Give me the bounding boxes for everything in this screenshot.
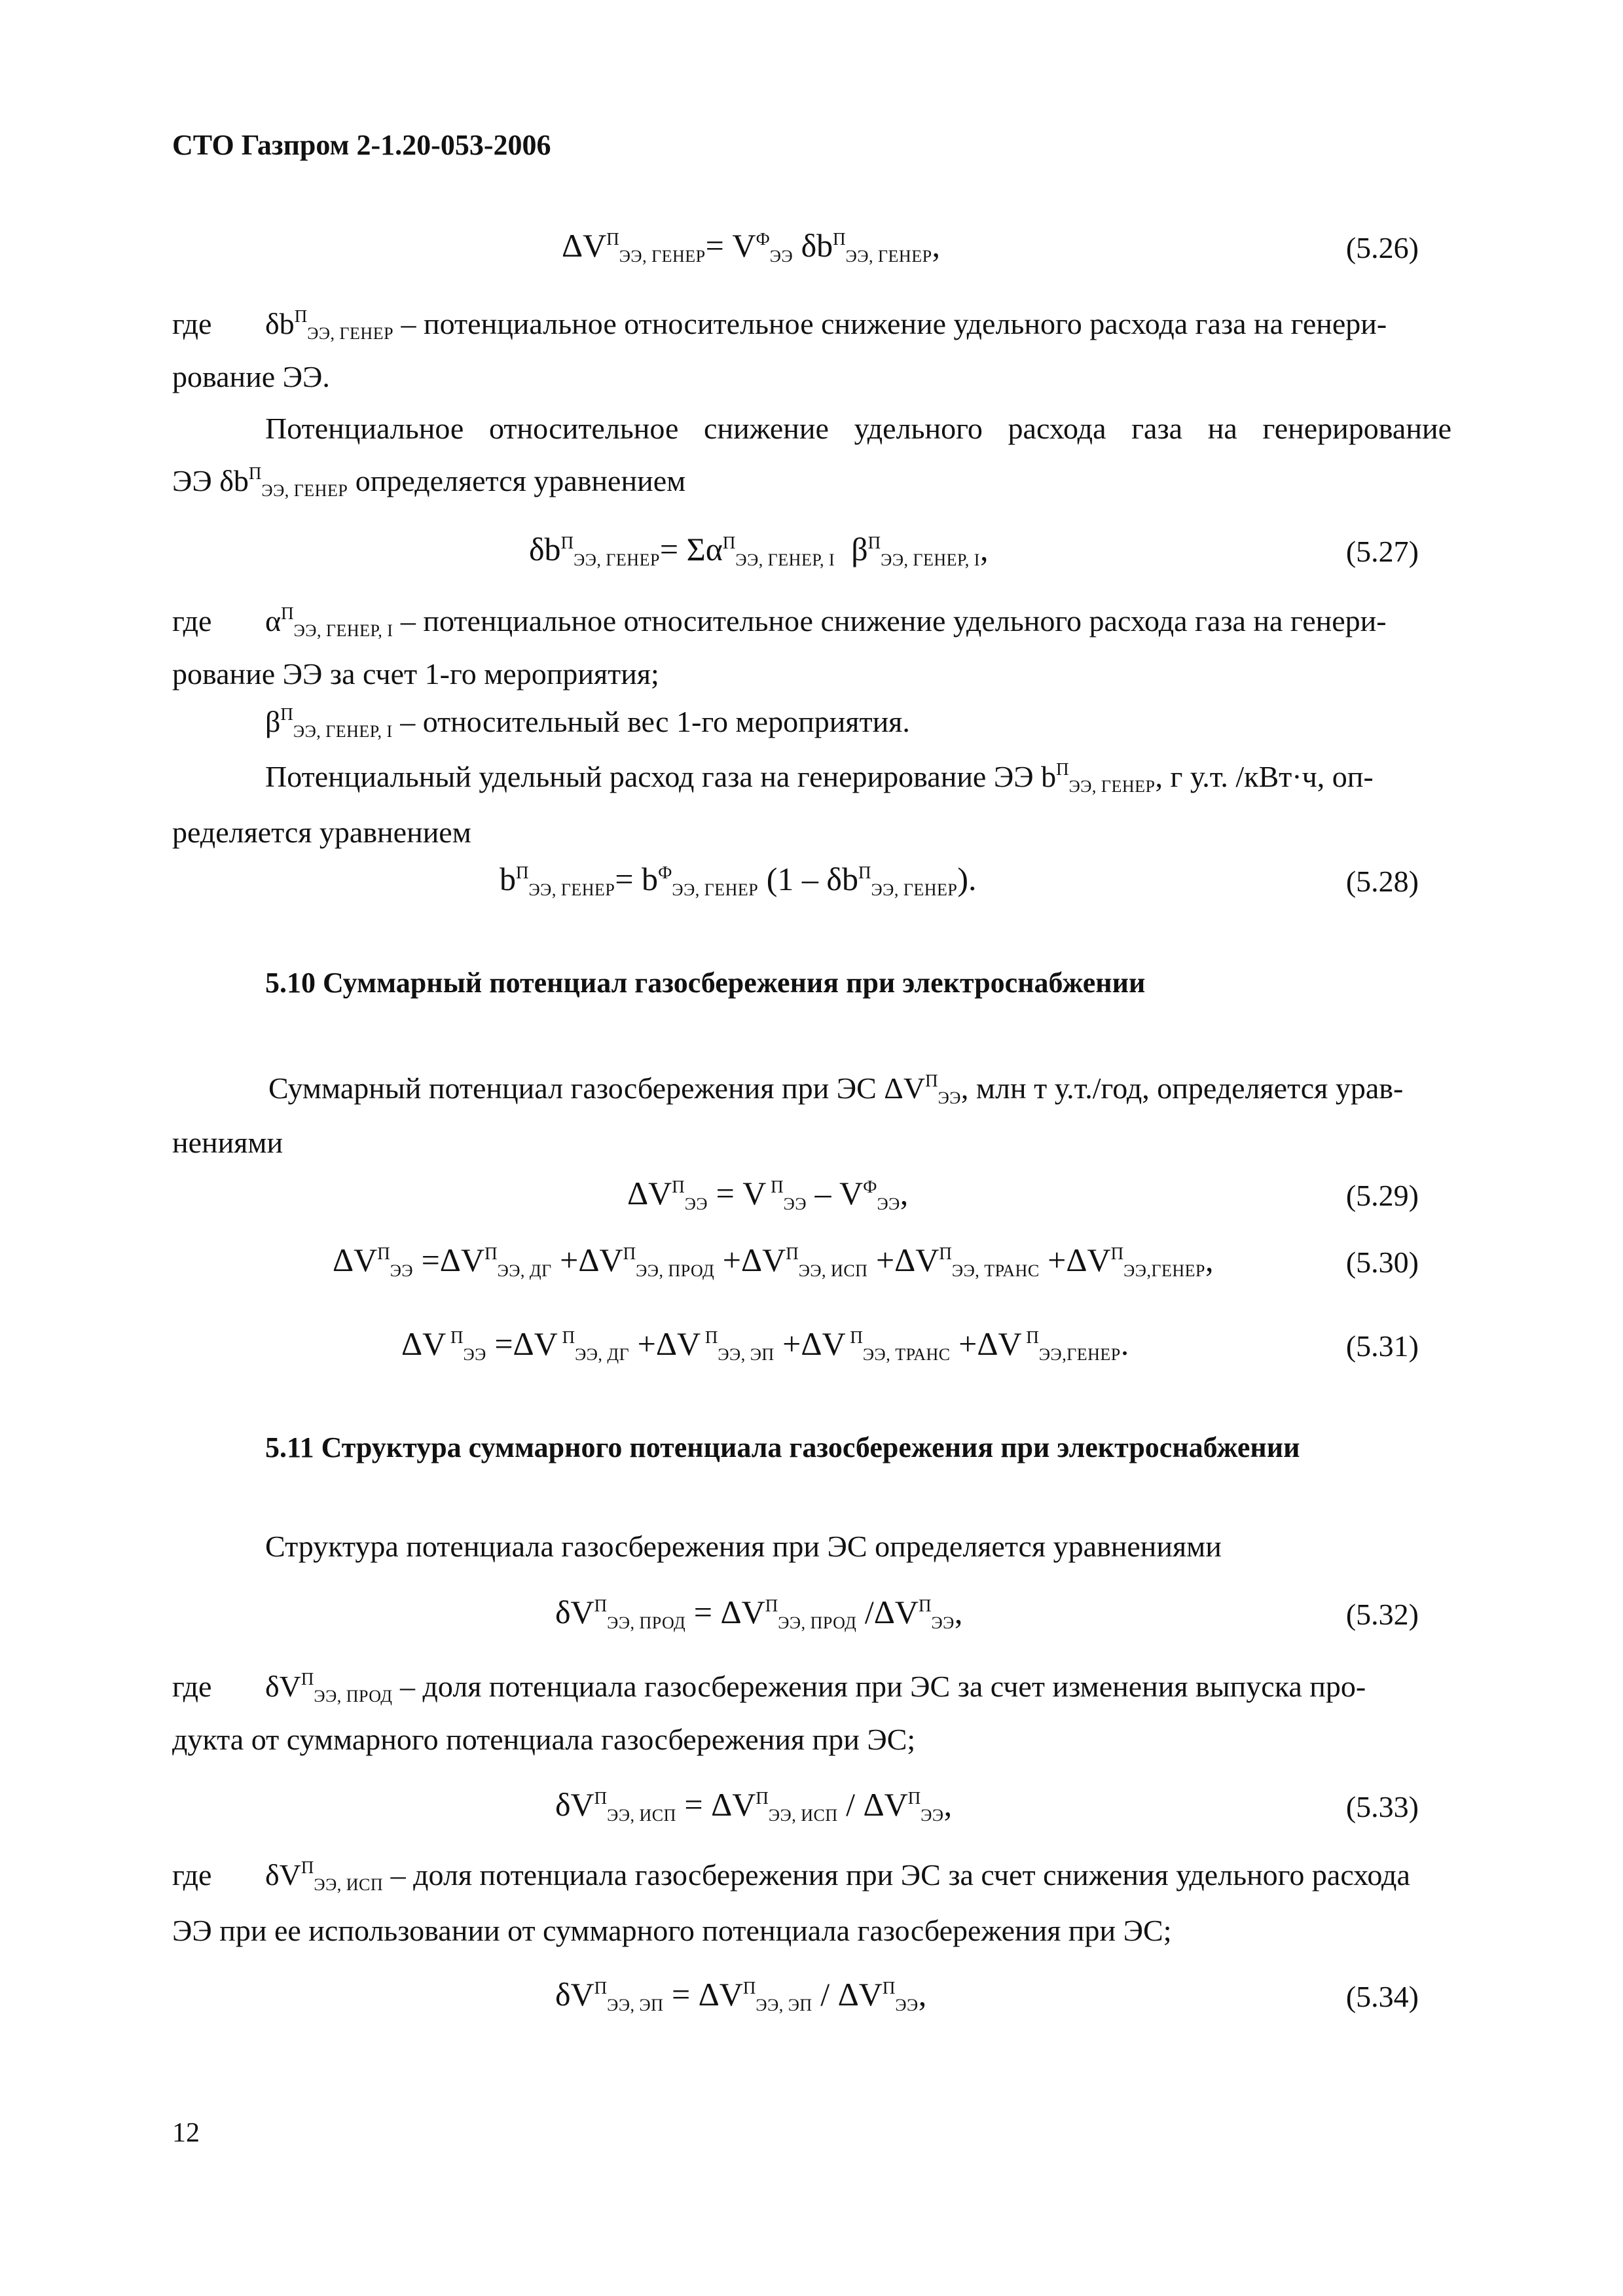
- paragraph-continuation: рование ЭЭ за счет 1-го мероприятия;: [172, 657, 659, 691]
- equation-5-33: $\delta V^П_{ЭЭ, ИСП} = \Delta V^П_{ЭЭ, ИСП} / \Delta V^П_{ЭЭ}$,: [555, 1786, 953, 1825]
- equation-number: (5.26): [1345, 231, 1419, 264]
- equation-number: (5.34): [1345, 1980, 1419, 2013]
- paragraph-continuation: рование ЭЭ.: [172, 360, 330, 393]
- equation-5-32: $\delta V^П_{ЭЭ, ПРОД} = \Delta V^П_{ЭЭ, ПРОД}$ $/\Delta V^П_{ЭЭ}$,: [555, 1594, 963, 1632]
- equation-number: (5.31): [1345, 1329, 1419, 1363]
- paragraph: Потенциальное относительное снижение удельного расхода газа на генерирование: [265, 412, 1451, 445]
- equation-5-29: $\Delta V^П_{ЭЭ} = V$ $^П_{ЭЭ} - V^Ф_{ЭЭ}$,: [627, 1175, 909, 1213]
- paragraph-line: ЭЭ $\delta b^П_{ЭЭ, ГЕНЕР}$ определяется уравнением: [172, 463, 686, 500]
- paragraph-continuation: дукта от суммарного потенциала газосбережения при ЭС;: [172, 1723, 916, 1756]
- equation-5-34: $\delta V^П_{ЭЭ, ЭП} = \Delta V^П_{ЭЭ, ЭП} / \Delta V^П_{ЭЭ}$,: [555, 1976, 927, 2015]
- equation-5-31: ΔV $^П_{ЭЭ}$ =ΔV $^П_{ЭЭ, ДГ}$ +ΔV $^П_{ЭЭ, ЭП}$ +ΔV $^П_{ЭЭ, ТРАНС}$ +ΔV $^П_{ЭЭ,ГЕНЕР}$.: [401, 1325, 1129, 1364]
- definition-line: $\alpha^П_{ЭЭ, ГЕНЕР, I}$ – потенциальное относительное снижение удельного расхода газа на генери-: [265, 603, 1387, 640]
- equation-number: (5.33): [1345, 1790, 1419, 1823]
- definition-line: $\delta b^П_{ЭЭ, ГЕНЕР}$ – потенциальное относительное снижение удельного расхода газа на генери-: [265, 306, 1387, 343]
- section-heading-5-11: 5.11 Структура суммарного потенциала газосбережения при электроснабжении: [265, 1431, 1300, 1463]
- where-label: где: [172, 307, 212, 340]
- equation-number: (5.30): [1345, 1246, 1419, 1279]
- where-label: где: [172, 1670, 212, 1703]
- definition-line: $\delta V^П_{ЭЭ, ПРОД}$ – доля потенциала газосбережения при ЭС за счет изменения выпуска про-: [265, 1669, 1366, 1706]
- definition-line: $\delta V^П_{ЭЭ, ИСП}$ – доля потенциала газосбережения при ЭС за счет снижения удельного расхода: [265, 1857, 1410, 1894]
- where-label: где: [172, 1858, 212, 1892]
- equation-number: (5.27): [1345, 535, 1419, 568]
- section-heading-5-10: 5.10 Суммарный потенциал газосбережения при электроснабжении: [265, 967, 1146, 999]
- paragraph-continuation: ЭЭ при ее использовании от суммарного потенциала газосбережения при ЭС;: [172, 1914, 1172, 1947]
- paragraph-continuation: ределяется уравнением: [172, 816, 471, 849]
- equation-number: (5.28): [1345, 865, 1419, 898]
- equation-5-27: $\delta b^П_{ЭЭ, ГЕНЕР}= \Sigma\alpha^П_{ЭЭ, ГЕНЕР, I}$ $\beta^П_{ЭЭ, ГЕНЕР, I}$,: [529, 531, 989, 569]
- document-header: СТО Газпром 2-1.20-053-2006: [172, 129, 551, 161]
- equation-5-30: $\Delta V^П_{ЭЭ} =\Delta V^П_{ЭЭ, ДГ} +\Delta V^П_{ЭЭ, ПРОД} +\Delta V^П_{ЭЭ, ИСП} +\Delta V^П_{ЭЭ, ТРАНС} +\Delta V^П_{ЭЭ,ГЕНЕР}$,: [333, 1242, 1214, 1280]
- equation-5-28: $b^П_{ЭЭ, ГЕНЕР}= b^Ф_{ЭЭ, ГЕНЕР}$ $(1 - \delta b^П_{ЭЭ, ГЕНЕР})$.: [500, 861, 977, 899]
- where-label: где: [172, 604, 212, 637]
- page-number: 12: [172, 2118, 200, 2148]
- equation-number: (5.32): [1345, 1598, 1419, 1631]
- equation-5-26: $\Delta V^П_{ЭЭ, ГЕНЕР}= V^Ф_{ЭЭ}$ $\delta b^П_{ЭЭ, ГЕНЕР}$,: [562, 227, 941, 266]
- paragraph-line: Потенциальный удельный расход газа на генерирование ЭЭ $b^П_{ЭЭ, ГЕНЕР}$, г у.т. /кВт·ч, оп-: [265, 759, 1374, 796]
- paragraph-line: Суммарный потенциал газосбережения при ЭС $\Delta V^П_{ЭЭ}$, млн т у.т./год, определяется урав-: [268, 1071, 1404, 1107]
- paragraph-continuation: нениями: [172, 1126, 283, 1159]
- equation-number: (5.29): [1345, 1179, 1419, 1212]
- definition-line: $\beta^П_{ЭЭ, ГЕНЕР, I}$ – относительный вес 1-го мероприятия.: [265, 704, 910, 741]
- paragraph: Структура потенциала газосбережения при ЭС определяется уравнениями: [265, 1530, 1222, 1563]
